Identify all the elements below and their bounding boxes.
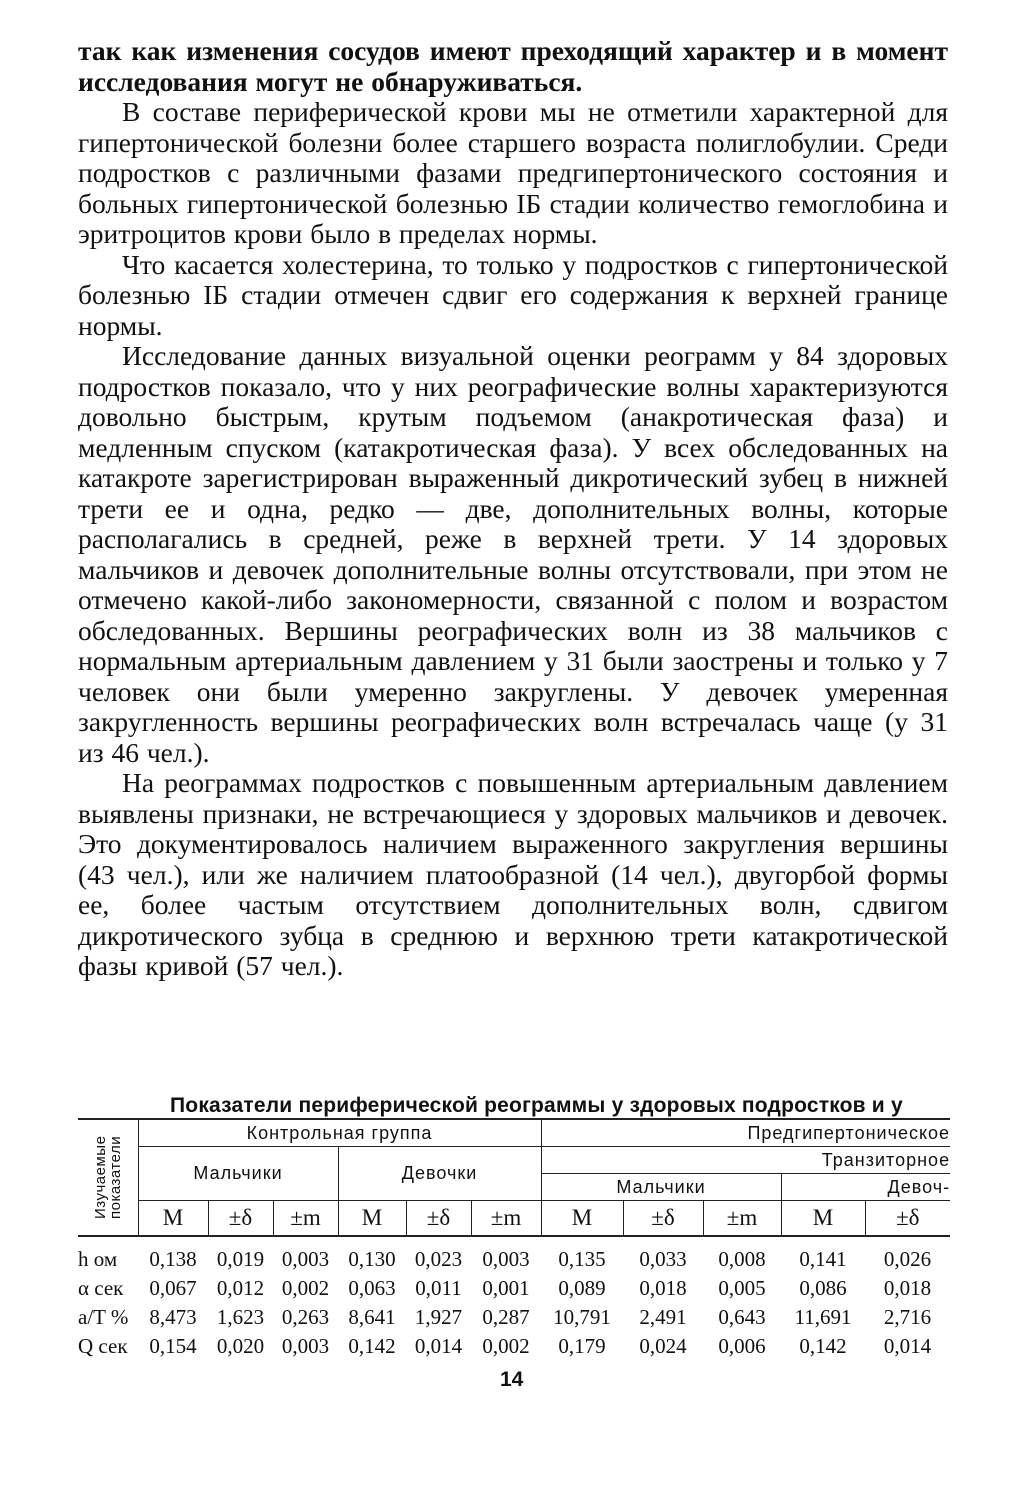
cell: 1,623	[216, 1305, 265, 1329]
col-M: M	[541, 1201, 623, 1237]
cell: 0,008	[718, 1247, 766, 1271]
cell: 1,927	[414, 1305, 463, 1329]
cell: 0,026	[883, 1247, 932, 1271]
col-delta: ±δ	[865, 1201, 950, 1237]
table-row	[78, 1236, 950, 1274]
pre-girls-header: Девоч-	[781, 1174, 950, 1201]
cell: 0,089	[558, 1276, 606, 1300]
cell: 0,011	[415, 1276, 462, 1300]
col-delta: ±δ	[208, 1201, 273, 1237]
cell: 0,130	[348, 1247, 396, 1271]
pre-boys-header: Мальчики	[541, 1174, 781, 1201]
col-delta: ±δ	[623, 1201, 703, 1237]
cell: 10,791	[553, 1305, 611, 1329]
col-m: ±m	[273, 1201, 338, 1237]
cell: 0,003	[482, 1247, 530, 1271]
cell: 0,138	[149, 1247, 197, 1271]
cell: 0,154	[149, 1334, 197, 1358]
group-pre-header: Предгипертоническое	[541, 1119, 950, 1147]
table-row	[78, 1274, 950, 1303]
cell: 0,643	[718, 1305, 766, 1329]
cell: 8,473	[149, 1305, 197, 1329]
cell: 0,003	[281, 1334, 330, 1358]
data-table-container	[78, 1118, 950, 1361]
transitory-header: Транзиторное	[541, 1147, 950, 1174]
paragraph: так как изменения сосудов имеют преходящий характер и в момент исследования могут не обнаруживаться.	[78, 35, 948, 97]
cell: 0,002	[482, 1334, 530, 1358]
cell: 8,641	[348, 1305, 396, 1329]
col-M: M	[138, 1201, 208, 1237]
corner-label: Изучаемые показатели	[91, 1135, 124, 1220]
table-row	[78, 1332, 950, 1361]
col-M: M	[338, 1201, 406, 1237]
cell: 0,005	[718, 1276, 766, 1300]
cell: 0,002	[281, 1276, 330, 1300]
cell: 0,179	[558, 1334, 606, 1358]
cell: 2,716	[883, 1305, 932, 1329]
cell: 0,012	[216, 1276, 265, 1300]
cell: 0,014	[414, 1334, 463, 1358]
table-title: Показатели периферической реограммы у здоровых подростков и у	[170, 1094, 903, 1117]
cell: 0,141	[799, 1247, 847, 1271]
col-delta: ±δ	[406, 1201, 471, 1237]
paragraph: Исследование данных визуальной оценки реограмм у 84 здоровых подростков показало, что у них реографические волны характеризуются довольно быстрым, крутым подъемом (анакротическая фаза) и медленным спуском (катакротическая фаза). У всех обследованных на катакроте зарегистрирован выраженный дикротический зубец в нижней трети ее и одна, редко — две, дополнительных волны, которые располагались в средней, реже в верхней трети. У 14 здоровых мальчиков и девочек дополнительные волны отсутствовали, при этом не отмечено какой-либо закономерности, связанной с полом и возрастом обследованных. Вершины реографических волн из 38 мальчиков с нормальным артериальным давлением у 31 были заострены и только у 7 человек они были умеренно закруглены. У девочек умеренная закругленность вершины реографических волн встречалась чаще (у 31 из 46 чел.).	[78, 340, 948, 768]
cell: 0,063	[348, 1276, 396, 1300]
col-m: ±m	[703, 1201, 781, 1237]
cell: 0,023	[414, 1247, 463, 1271]
cell: 0,142	[348, 1334, 396, 1358]
paragraph: На реограммах подростков с повышенным артериальным давлением выявлены признаки, не встречающиеся у здоровых мальчиков и девочек. Это документировалось наличием выраженного закругления вершины (43 чел.), или же наличием платообразной (14 чел.), двугорбой формы ее, более частым отсутствием дополнительных волн, сдвигом дикротического зубца в среднюю и верхнюю трети катакротической фазы кривой (57 чел.).	[78, 767, 948, 981]
col-M: M	[781, 1201, 865, 1237]
corner-header	[78, 1119, 138, 1236]
cell: 0,067	[149, 1276, 197, 1300]
cell: 2,491	[639, 1305, 687, 1329]
cell: 0,006	[718, 1334, 766, 1358]
col-m: ±m	[471, 1201, 541, 1237]
page-number: 14	[500, 1368, 524, 1391]
row-label: a/T %	[78, 1305, 129, 1329]
cell: 0,018	[639, 1276, 687, 1300]
cell: 0,086	[799, 1276, 847, 1300]
cell: 0,287	[482, 1305, 530, 1329]
table-row	[78, 1303, 950, 1332]
cell: 0,001	[482, 1276, 530, 1300]
cell: 0,263	[281, 1305, 330, 1329]
cell: 0,033	[639, 1247, 687, 1271]
row-label: h ом	[78, 1247, 118, 1271]
control-boys-header: Мальчики	[138, 1147, 338, 1201]
cell: 0,142	[799, 1334, 847, 1358]
cell: 0,135	[558, 1247, 606, 1271]
paragraph: Что касается холестерина, то только у подростков с гипертонической болезнью IБ стадии отмечен сдвиг его содержания к верхней границе нормы.	[78, 248, 948, 341]
cell: 0,019	[216, 1247, 265, 1271]
body-text	[78, 36, 948, 982]
group-control-header: Контрольная группа	[138, 1119, 541, 1147]
paragraph: В составе периферической крови мы не отметили характерной для гипертонической болезни более старшего возраста полиглобулии. Среди подростков с различными фазами предгипертонического состояния и больных гипертонической болезнью IБ стадии количество гемоглобина и эритроцитов крови было в пределах нормы.	[78, 96, 948, 249]
control-girls-header: Девочки	[338, 1147, 541, 1201]
cell: 0,018	[883, 1276, 932, 1300]
cell: 0,003	[281, 1247, 330, 1271]
cell: 0,014	[883, 1334, 932, 1358]
data-table	[78, 1118, 950, 1361]
cell: 0,020	[216, 1334, 265, 1358]
row-label: α сек	[78, 1276, 124, 1300]
row-label: Q сек	[78, 1334, 128, 1358]
cell: 0,024	[639, 1334, 687, 1358]
cell: 11,691	[794, 1305, 852, 1329]
